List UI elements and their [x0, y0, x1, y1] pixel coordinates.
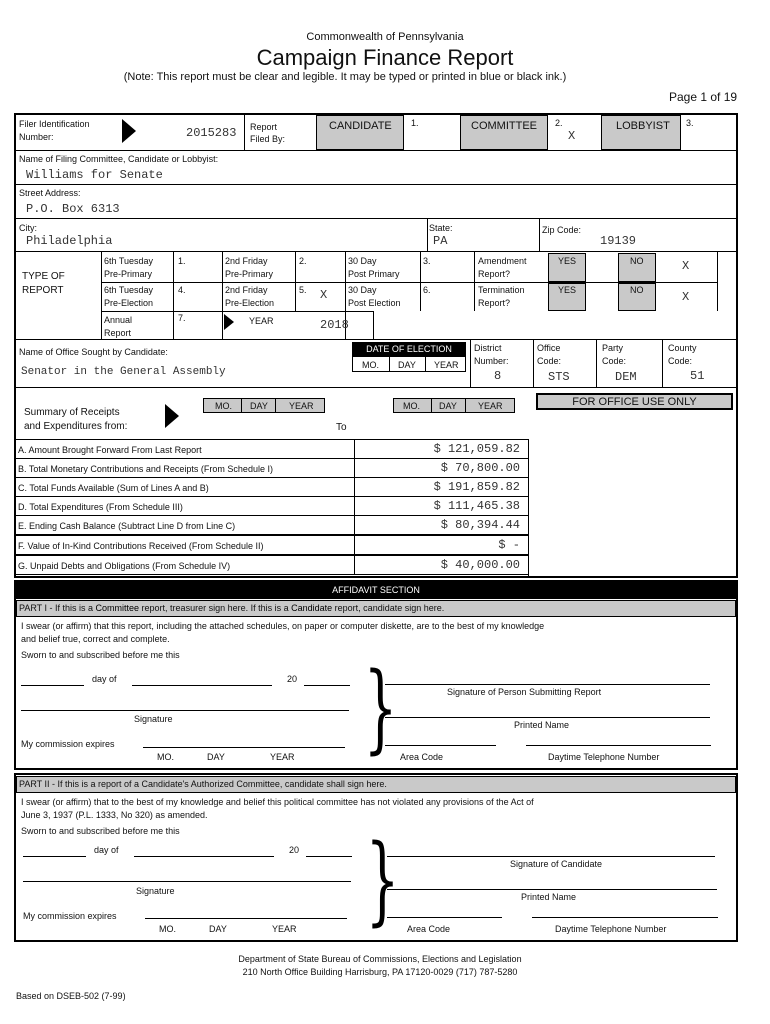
- summary-row-value[interactable]: $ 191,859.82: [433, 480, 520, 494]
- county-code-value[interactable]: 51: [690, 369, 705, 383]
- street-label: Street Address:: [19, 188, 81, 198]
- mo-label: MO.: [157, 752, 174, 762]
- day-label: DAY: [398, 360, 416, 370]
- legibility-note: (Note: This report must be clear and legible. It may be typed or printed in blue or black ink.): [123, 71, 567, 83]
- party-code-label-2: Code:: [602, 356, 627, 366]
- part1-text: I swear (or affirm) that this report, including the attached schedules, on paper or computer diskette, are to the best of my knowledge: [21, 621, 545, 631]
- summary-row: [16, 439, 529, 459]
- option-label: Pre-Primary: [225, 269, 274, 279]
- area-code-line[interactable]: [385, 745, 496, 746]
- option-number: 3.: [686, 118, 694, 128]
- summary-row-label: E. Ending Cash Balance (Subtract Line D from Line C): [18, 521, 236, 531]
- city-value[interactable]: Philadelphia: [26, 234, 113, 248]
- office-code-value[interactable]: STS: [548, 370, 570, 384]
- area-code-label: Area Code: [400, 752, 444, 762]
- option-label: Pre-Election: [104, 298, 154, 308]
- candidate-label: CANDIDATE: [329, 120, 392, 132]
- summary-row-label: F. Value of In-Kind Contributions Received (From Schedule II): [18, 541, 264, 551]
- commonwealth-heading: Commonwealth of Pennsylvania: [306, 31, 464, 43]
- phone-line[interactable]: [526, 745, 711, 746]
- summary-row-value[interactable]: $ -: [498, 538, 520, 552]
- amendment-label-2: Report?: [478, 269, 511, 279]
- signature-label: Signature: [136, 886, 175, 896]
- option-label: Post Election: [348, 298, 401, 308]
- day-label: DAY: [439, 401, 457, 411]
- district-value[interactable]: 8: [494, 369, 502, 383]
- part2-heading: PART II - If this is a report of a Candidate's Authorized Committee, candidate shall sign here.: [16, 776, 736, 793]
- form-version: Based on DSEB-502 (7-99): [16, 991, 126, 1001]
- summary-row-label: A. Amount Brought Forward From Last Report: [18, 445, 202, 455]
- party-code-value[interactable]: DEM: [615, 370, 637, 384]
- year-prefix: 20: [287, 674, 298, 684]
- commission-label: My commission expires: [21, 739, 115, 749]
- report-type-label-2: REPORT: [22, 285, 64, 296]
- affidavit-header: AFFIDAVIT SECTION: [15, 582, 737, 599]
- option-label: Report: [104, 328, 132, 338]
- option-number: 7.: [178, 313, 186, 323]
- committee-label: COMMITTEE: [471, 120, 537, 132]
- brace: }: [365, 824, 400, 936]
- summary-row-value[interactable]: $ 40,000.00: [440, 558, 520, 572]
- year-label: YEAR: [478, 401, 503, 411]
- office-use-label: FOR OFFICE USE ONLY: [572, 396, 697, 408]
- area-code-line[interactable]: [387, 917, 502, 918]
- brace: }: [363, 652, 398, 764]
- year-label: YEAR: [272, 924, 297, 934]
- signature-person-line[interactable]: [385, 684, 710, 685]
- part1-text-2: and belief true, correct and complete.: [21, 634, 170, 644]
- filed-by-label-2: Filed By:: [250, 134, 286, 144]
- option-number: 2.: [555, 118, 563, 128]
- filer-id-label: Filer Identification: [19, 119, 90, 129]
- sworn-text: Sworn to and subscribed before me this: [21, 826, 180, 836]
- option-label: Pre-Election: [225, 298, 275, 308]
- no-label: NO: [630, 285, 644, 295]
- notary-signature-line[interactable]: [23, 881, 351, 882]
- year-label: YEAR: [289, 401, 314, 411]
- summary-row: [16, 496, 529, 516]
- year-label: YEAR: [249, 316, 274, 326]
- summary-label-2: and Expenditures from:: [24, 421, 128, 432]
- footer-address: 210 North Office Building Harrisburg, PA 17120-0029 (717) 787-5280: [242, 967, 518, 977]
- day-of-label: day of: [94, 845, 119, 855]
- mo-label: MO.: [215, 401, 232, 411]
- option-annual-report[interactable]: Annual: [104, 315, 133, 325]
- part1-heading: PART I - If this is a Committee report, treasurer sign here. If this is a Candidate report, candidate sign here.: [16, 600, 736, 617]
- day-line[interactable]: [21, 685, 84, 686]
- option-6th-tuesday-pre-primary[interactable]: 6th Tuesday: [104, 256, 154, 266]
- option-2nd-friday-pre-primary[interactable]: 2nd Friday: [225, 256, 268, 266]
- option-number: 5.: [299, 285, 307, 295]
- report-year[interactable]: 2018: [320, 318, 349, 332]
- arrow-icon: [165, 404, 179, 428]
- filer-id-value[interactable]: 2015283: [186, 126, 237, 140]
- district-label-2: Number:: [474, 356, 509, 366]
- office-code-label-2: Code:: [537, 356, 562, 366]
- summary-row-label: C. Total Funds Available (Sum of Lines A and B): [18, 483, 209, 493]
- selected-mark[interactable]: X: [320, 288, 328, 302]
- date-of-election-header: DATE OF ELECTION: [352, 342, 466, 356]
- year-label: YEAR: [270, 752, 295, 762]
- name-label: Name of Filing Committee, Candidate or Lobbyist:: [19, 154, 219, 164]
- summary-row-value[interactable]: $ 80,394.44: [440, 518, 520, 532]
- page-number: Page 1 of 19: [669, 90, 738, 104]
- part2-text-2: June 3, 1937 (P.L. 1333, No 320) as amended.: [21, 810, 208, 820]
- option-number: 4.: [178, 285, 186, 295]
- summary-row: [16, 477, 529, 497]
- year-label: YEAR: [434, 360, 459, 370]
- page-title: Campaign Finance Report: [256, 45, 514, 70]
- day-label: DAY: [250, 401, 268, 411]
- mo-label: MO.: [362, 360, 379, 370]
- option-6th-tuesday-pre-election[interactable]: 6th Tuesday: [104, 285, 154, 295]
- sworn-text: Sworn to and subscribed before me this: [21, 650, 180, 660]
- option-number: 2.: [299, 256, 307, 266]
- option-number: 3.: [423, 256, 431, 266]
- option-number: 1.: [178, 256, 186, 266]
- option-number: 1.: [411, 118, 419, 128]
- footer-department: Department of State Bureau of Commissions, Elections and Legislation: [238, 954, 522, 964]
- summary-row-value[interactable]: $ 70,800.00: [440, 461, 520, 475]
- summary-label: Summary of Receipts: [24, 407, 120, 418]
- month-line[interactable]: [132, 685, 272, 686]
- month-line[interactable]: [134, 856, 274, 857]
- printed-name-line[interactable]: [385, 717, 710, 718]
- commission-line[interactable]: [145, 918, 347, 919]
- party-code-label: Party: [602, 343, 624, 353]
- committee-mark[interactable]: X: [568, 129, 576, 143]
- no-label: NO: [630, 256, 644, 266]
- commission-line[interactable]: [143, 747, 345, 748]
- option-label: Pre-Primary: [104, 269, 153, 279]
- option-number: 6.: [423, 285, 431, 295]
- amendment-mark[interactable]: X: [682, 259, 690, 273]
- summary-row-value[interactable]: $ 121,059.82: [433, 442, 520, 456]
- summary-row: [16, 515, 529, 535]
- name-value[interactable]: Williams for Senate: [26, 168, 163, 182]
- year-line[interactable]: [306, 856, 352, 857]
- filer-id-label-2: Number:: [19, 132, 54, 142]
- state-label: State:: [429, 223, 453, 233]
- commission-label: My commission expires: [23, 911, 117, 921]
- day-line[interactable]: [23, 856, 86, 857]
- to-label: To: [336, 422, 347, 433]
- mo-label: MO.: [403, 401, 420, 411]
- printed-name-label: Printed Name: [514, 720, 570, 730]
- summary-row-label: D. Total Expenditures (From Schedule III): [18, 502, 183, 512]
- signature-label: Signature: [134, 714, 173, 724]
- summary-row-value[interactable]: $ 111,465.38: [433, 499, 520, 513]
- state-value[interactable]: PA: [433, 234, 448, 248]
- option-2nd-friday-pre-election[interactable]: 2nd Friday: [225, 285, 268, 295]
- signature-candidate-label: Signature of Candidate: [510, 859, 603, 869]
- office-code-label: Office: [537, 343, 561, 353]
- zip-label: Zip Code:: [542, 225, 582, 235]
- option-30-day-post-election[interactable]: 30 Day: [348, 285, 377, 295]
- arrow-icon: [122, 119, 136, 143]
- yes-label: YES: [558, 285, 577, 295]
- termination-mark[interactable]: X: [682, 290, 690, 304]
- zip-value[interactable]: 19139: [600, 234, 637, 248]
- option-label: Post Primary: [348, 269, 400, 279]
- option-30-day-post-primary[interactable]: 30 Day: [348, 256, 377, 266]
- year-prefix: 20: [289, 845, 300, 855]
- summary-row-label: G. Unpaid Debts and Obligations (From Schedule IV): [18, 561, 231, 571]
- printed-name-line[interactable]: [387, 889, 717, 890]
- county-code-label-2: Code:: [668, 356, 693, 366]
- mo-label: MO.: [159, 924, 176, 934]
- termination-label: Termination: [478, 285, 525, 295]
- summary-row: [16, 535, 529, 555]
- termination-label-2: Report?: [478, 298, 511, 308]
- report-type-label: TYPE OF: [22, 271, 65, 282]
- office-label: Name of Office Sought by Candidate:: [19, 347, 168, 357]
- day-label: DAY: [209, 924, 227, 934]
- phone-label: Daytime Telephone Number: [555, 924, 667, 934]
- summary-row: [16, 555, 529, 575]
- amendment-label: Amendment: [478, 256, 527, 266]
- signature-candidate-line[interactable]: [387, 856, 715, 857]
- notary-signature-line[interactable]: [21, 710, 349, 711]
- lobbyist-label: LOBBYIST: [616, 120, 670, 132]
- summary-row-label: B. Total Monetary Contributions and Receipts (From Schedule I): [18, 464, 273, 474]
- filed-by-label: Report: [250, 122, 278, 132]
- year-line[interactable]: [304, 685, 350, 686]
- county-code-label: County: [668, 343, 697, 353]
- area-code-label: Area Code: [407, 924, 451, 934]
- yes-label: YES: [558, 256, 577, 266]
- part2-text: I swear (or affirm) that to the best of my knowledge and belief this political committee has not violated any provisions of the Act of: [21, 797, 534, 807]
- phone-line[interactable]: [532, 917, 718, 918]
- signature-person-label: Signature of Person Submitting Report: [447, 687, 602, 697]
- district-label: District: [474, 343, 502, 353]
- day-label: DAY: [207, 752, 225, 762]
- day-of-label: day of: [92, 674, 117, 684]
- printed-name-label: Printed Name: [521, 892, 577, 902]
- street-value[interactable]: P.O. Box 6313: [26, 202, 120, 216]
- phone-label: Daytime Telephone Number: [548, 752, 660, 762]
- office-value[interactable]: Senator in the General Assembly: [21, 366, 226, 378]
- summary-row: [16, 458, 529, 478]
- arrow-icon: [224, 314, 234, 330]
- city-label: City:: [19, 223, 37, 233]
